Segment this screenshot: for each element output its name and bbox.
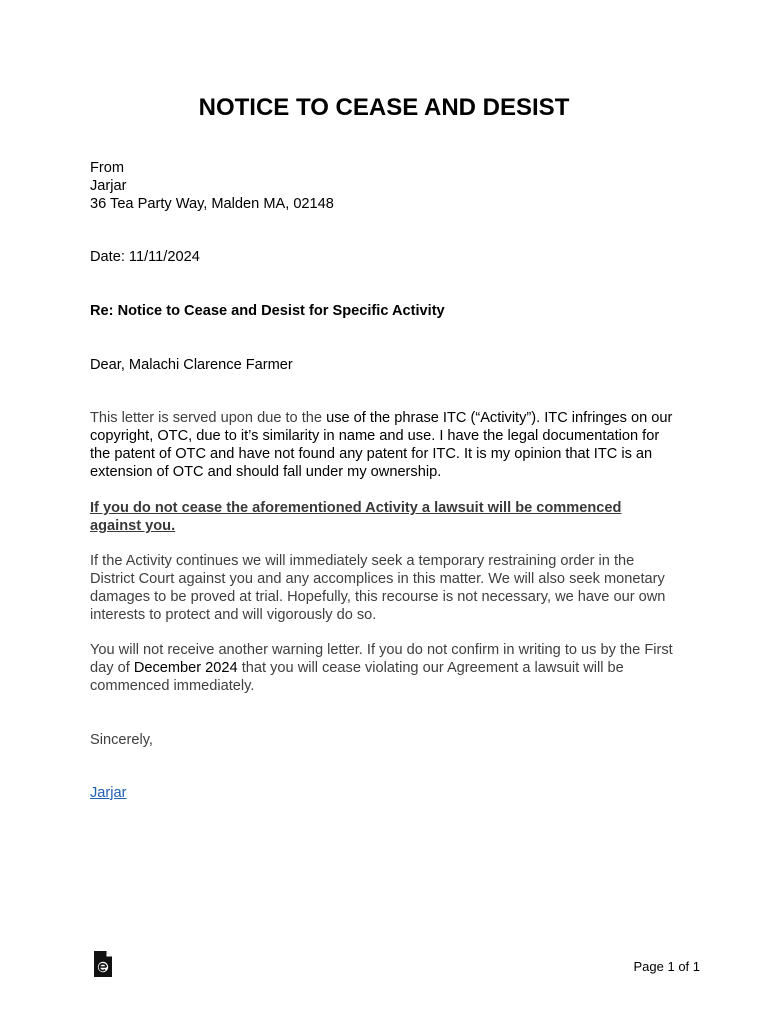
sender-block [90, 159, 690, 213]
lawsuit-warning: If you do not cease the aforementioned Activity a lawsuit will be commenced against you. [90, 500, 622, 534]
signature-link[interactable]: Jarjar [90, 785, 127, 801]
deadline-date: December 2024 [133, 660, 238, 676]
paragraph-3-part2: that you will cease violating our Agreement a lawsuit will be commenced immediately. [90, 660, 624, 694]
signature-block [90, 784, 690, 802]
re-line: Re: Notice to Cease and Desist for Specific Activity [90, 303, 445, 319]
paragraph-2: If the Activity continues we will immediately seek a temporary restraining order in the District Court against you and any accomplices in this matter. We will also seek monetary damages to be proved at trial. Hopefully, this recourse is not necessary, we have our own interests to protect and will vigorously do so. [90, 553, 666, 623]
date-line: Date: 11/11/2024 [90, 249, 200, 265]
salutation: Dear, Malachi Clarence Farmer [90, 357, 293, 373]
paragraph-3-part1: You will not receive another warning letter. If you do not confirm in writing to us by the First day of [90, 642, 673, 676]
sender-name: Jarjar [90, 178, 127, 194]
paragraph-1-body: use of the phrase ITC (“Activity”). ITC infringes on our copyright, OTC, due to it’s similarity in name and use. I have the legal documentation for the patent of OTC and have not found any patent for ITC. It is my opinion that ITC is an extension of OTC and should fall under my ownership. [90, 410, 673, 480]
paragraph-1 [90, 409, 680, 481]
from-label: From [90, 160, 125, 176]
document-title: NOTICE TO CEASE AND DESIST [198, 94, 570, 121]
paragraph-3 [90, 641, 682, 695]
page-number: Page 1 of 1 [633, 959, 700, 974]
document-logo-icon [92, 950, 114, 978]
paragraph-1-intro: This letter is served upon due to the [90, 410, 327, 426]
sender-address: 36 Tea Party Way, Malden MA, 02148 [90, 196, 334, 212]
closing: Sincerely, [90, 732, 153, 748]
